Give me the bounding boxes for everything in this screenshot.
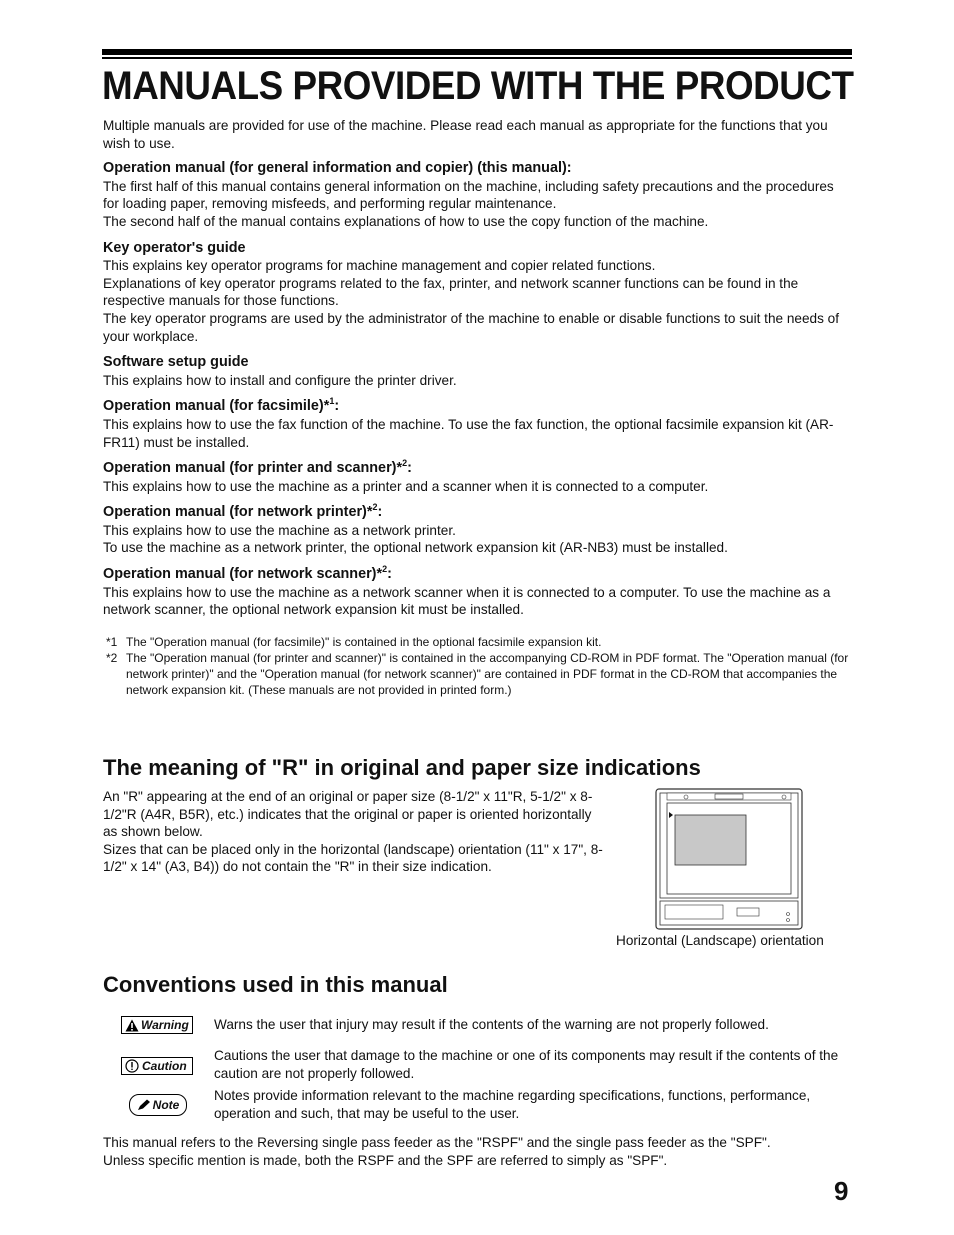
footnote-text: The "Operation manual (for printer and scanner)" is contained in the accompanying CD-ROM in PDF format. The "Operation manual (for network printer)" and the "Operation manual (for network scanner)" are contained in PDF format in the CD-ROM that accompanies the network expansion kit. (These manuals are not provided in printed form.) (126, 650, 849, 697)
note-description: Notes provide information relevant to the machine regarding specifications, functions, performance, operation and such, that may be useful to the user. (214, 1088, 811, 1121)
manual-entry-printer-scanner (103, 460, 851, 495)
r-indication-section (103, 755, 851, 948)
footnote (103, 650, 851, 698)
manual-entry-network-printer (103, 504, 851, 557)
manual-text: This explains how to use the machine as a printer and a scanner when it is connected to a computer. (103, 478, 709, 494)
figure-caption: Horizontal (Landscape) orientation (616, 933, 824, 948)
spf-line: Unless specific mention is made, both the RSPF and the SPF are referred to simply as "SPF". (103, 1152, 668, 1168)
caution-icon (121, 1057, 193, 1078)
manual-text: To use the machine as a network printer, the optional network expansion kit (AR-NB3) must be installed. (103, 540, 728, 556)
manuals-list (103, 117, 851, 698)
note-label: Note (152, 1098, 180, 1112)
manual-entry-key-operator (103, 240, 851, 346)
manual-text: The first half of this manual contains general information on the machine, including safety precautions and the procedures for loading paper, removing misfeeds, and performing regular maintenance. (103, 178, 834, 212)
r-section-heading: The meaning of "R" in original and paper size indications (103, 755, 701, 780)
warning-triangle-icon (125, 1019, 139, 1032)
manual-text: The second half of the manual contains explanations of how to use the copy function of the machine. (103, 213, 709, 229)
title-rule-thick (102, 49, 852, 55)
manual-text: The key operator programs are used by the administrator of the machine to enable or disable functions to suit the needs of your workplace. (103, 310, 839, 344)
manual-heading: Key operator's guide (103, 239, 246, 256)
footnotes (103, 634, 851, 698)
footnote-text: The "Operation manual (for facsimile)" is contained in the optional facsimile expansion kit. (126, 634, 602, 649)
conventions-section (103, 972, 851, 1168)
manual-entry-facsimile (103, 398, 851, 451)
spf-line: This manual refers to the Reversing single pass feeder as the "RSPF" and the single pass feeder as the "SPF". (103, 1135, 771, 1150)
footnote-mark: *1 (106, 634, 118, 649)
manual-text: This explains how to install and configure the printer driver. (103, 372, 457, 388)
warning-icon (121, 1016, 193, 1037)
warning-label: Warning (141, 1018, 189, 1032)
pencil-icon (137, 1099, 151, 1111)
manual-heading: Operation manual (for network scanner)*$^2$: (103, 564, 392, 583)
page-number: 9 (834, 1176, 849, 1206)
spf-explanation (103, 1134, 851, 1169)
manual-heading: Operation manual (for general information and copier) (this manual): (103, 160, 572, 177)
r-section-line: Sizes that can be placed only in the horizontal (landscape) orientation (11" x 17", 8-1/2" x 14" (A3, B4)) do not contain the "R" in their size indication. (103, 841, 603, 875)
manual-heading: Operation manual (for printer and scanner)*$^2$: (103, 458, 412, 477)
exclamation-circle-icon (125, 1059, 139, 1073)
warning-description: Warns the user that injury may result if the contents of the warning are not properly followed. (214, 1017, 769, 1032)
intro-paragraph: Multiple manuals are provided for use of the machine. Please read each manual as appropriate for the functions that you wish to use. (103, 118, 828, 151)
conventions-heading: Conventions used in this manual (103, 972, 448, 997)
footnote (103, 634, 851, 650)
note-icon (129, 1094, 187, 1116)
r-section-line: An "R" appearing at the end of an original or paper size (8-1/2" x 11"R, 5-1/2" x 8-1/2"R (A4R, B5R), etc.) indicates that the original or paper is oriented horizontally as shown below. (103, 789, 593, 840)
manual-entry-software-setup (103, 354, 851, 389)
manual-text: This explains how to use the machine as a network scanner when it is connected to a computer. To use the machine as a network scanner, the optional network expansion kit must be installed. (103, 584, 831, 618)
manual-heading: Operation manual (for network printer)*$^2$: (103, 502, 383, 521)
manual-entry-general (103, 160, 851, 230)
manual-text: This explains how to use the fax function of the machine. To use the fax function, the optional facsimile expansion kit (AR-FR11) must be installed. (103, 416, 834, 450)
caution-description: Cautions the user that damage to the machine or one of its components may result if the contents of the caution are not properly followed. (214, 1048, 839, 1081)
manual-entry-network-scanner (103, 566, 851, 619)
r-section-text (103, 788, 603, 876)
manual-heading: Software setup guide (103, 354, 249, 371)
page-title: MANUALS PROVIDED WITH THE PRODUCT (102, 64, 854, 108)
manual-heading: Operation manual (for facsimile)*$^1$: (103, 396, 340, 415)
title-rule-thin (102, 57, 852, 59)
manual-text: This explains how to use the machine as a network printer. (103, 522, 456, 538)
manual-text: Explanations of key operator programs related to the fax, printer, and network scanner functions can be found in the respective manuals for those functions. (103, 275, 799, 309)
copier-glass-illustration (655, 788, 815, 930)
manual-text: This explains key operator programs for machine management and copier related functions. (103, 258, 656, 274)
footnote-mark: *2 (106, 650, 118, 665)
caution-label: Caution (142, 1059, 187, 1073)
